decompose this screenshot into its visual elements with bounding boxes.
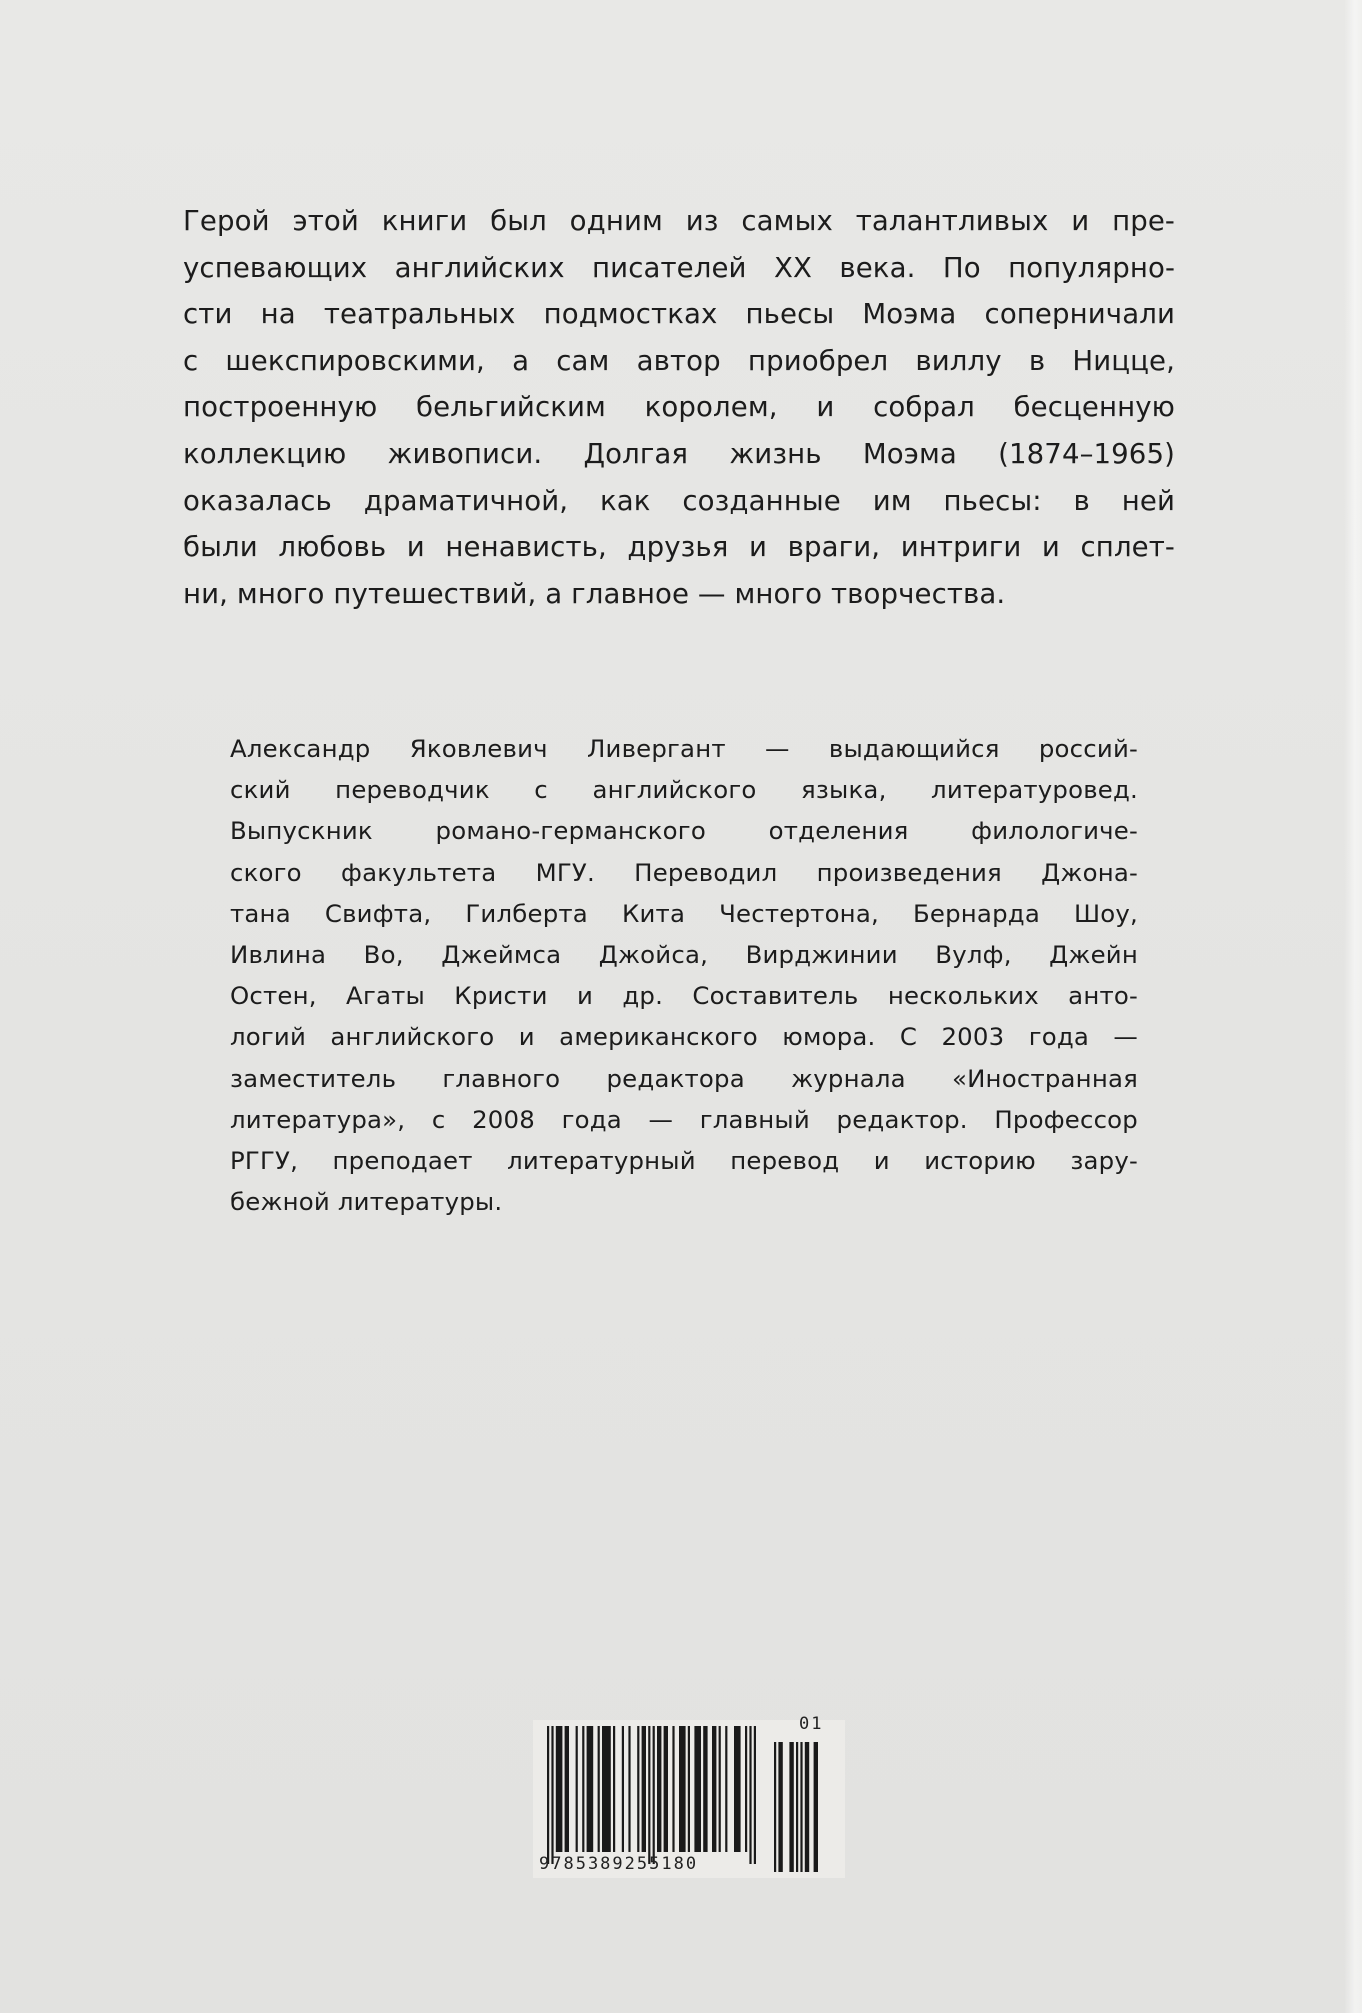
barcode-bar [672, 1726, 674, 1852]
barcode-bar [719, 1726, 721, 1852]
book-description-line: ни, много путешествий, а главное — много творчества. [183, 576, 1006, 610]
barcode-bar [576, 1726, 578, 1852]
barcode-bar [565, 1726, 569, 1852]
barcode-bar [688, 1726, 690, 1852]
barcode-bar [622, 1726, 624, 1852]
barcode-bar [754, 1726, 756, 1864]
barcode-addon-bar [805, 1742, 809, 1872]
isbn-addon-number: 01 [799, 1714, 824, 1734]
author-bio-line: ского факультета МГУ. Переводил произведения Джона- [230, 857, 1138, 887]
barcode-bar [712, 1726, 716, 1852]
barcode-bar [613, 1726, 615, 1852]
barcode-bar [653, 1726, 655, 1864]
author-bio-line: Ивлина Во, Джеймса Джойса, Вирджинии Вулф, Джейн [230, 940, 1138, 970]
barcode-bar [587, 1726, 594, 1852]
barcode-bar [725, 1726, 727, 1852]
barcode-bar [602, 1726, 611, 1852]
book-description-line: коллекцию живописи. Долгая жизнь Моэма (1874–1965) [183, 436, 1175, 470]
author-bio-line: Остен, Агаты Кристи и др. Составитель нескольких анто- [230, 981, 1138, 1011]
barcode-bar [679, 1726, 686, 1852]
barcode-bar [664, 1726, 668, 1852]
barcode-bar [694, 1726, 701, 1852]
barcode-bar [734, 1726, 741, 1852]
book-description-line: Герой этой книги был одним из самых талантливых и пре- [183, 204, 1175, 237]
author-bio-line: литература», с 2008 года — главный редактор. Профессор [230, 1104, 1138, 1134]
author-bio [230, 728, 1138, 1222]
barcode-bar [637, 1726, 639, 1852]
author-bio-line: логий английского и американского юмора. С 2003 года — [230, 1022, 1138, 1052]
barcode-bar [745, 1726, 747, 1852]
barcode-bar [703, 1726, 707, 1852]
book-description-line: оказалась драматичной, как созданные им пьесы: в ней [183, 483, 1175, 517]
barcode-addon-bar [778, 1742, 782, 1872]
barcode-addon-bar [774, 1742, 776, 1872]
barcode-addon-bar [789, 1742, 793, 1872]
barcode-bar [598, 1726, 600, 1852]
book-description-line: были любовь и ненависть, друзья и враги, интриги и сплет- [183, 530, 1175, 564]
isbn-barcode [533, 1714, 845, 1878]
author-bio-line: Выпускник романо-германского отделения филологиче- [230, 816, 1138, 846]
author-bio-line: тана Свифта, Гилберта Кита Честертона, Бернарда Шоу, [230, 898, 1138, 928]
barcode-addon-bar [800, 1742, 802, 1872]
barcode-bar [749, 1726, 751, 1864]
barcode-bar [547, 1726, 549, 1864]
barcode-bar [642, 1726, 646, 1852]
author-bio-line: заместитель главного редактора журнала «Иностранная [230, 1063, 1138, 1093]
barcode-bar [551, 1726, 553, 1864]
barcode-addon-bar [796, 1742, 798, 1872]
barcode-bar [582, 1726, 584, 1852]
author-bio-line: бежной литературы. [230, 1187, 503, 1217]
author-bio-line: Александр Яковлевич Ливергант — выдающийся россий- [230, 734, 1138, 763]
author-bio-line: ский переводчик с английского языка, литературовед. [230, 775, 1138, 805]
book-description-line: построенную бельгийским королем, и собрал бесценную [183, 390, 1175, 424]
book-description-line: с шекспировскими, а сам автор приобрел виллу в Ницце, [183, 343, 1175, 377]
barcode-bar [648, 1726, 650, 1864]
author-bio-line: РГГУ, преподает литературный перевод и историю зару- [230, 1146, 1138, 1176]
barcode-bar [628, 1726, 630, 1852]
barcode-bar [657, 1726, 661, 1852]
book-description-line: сти на театральных подмостках пьесы Моэма соперничали [183, 297, 1175, 331]
book-description [183, 198, 1175, 617]
book-description-line: успевающих английских писателей XX века. По популярно- [183, 250, 1175, 284]
barcode-bar [556, 1726, 563, 1852]
isbn-number: 9785389255180 [539, 1854, 699, 1874]
barcode-addon-bar [814, 1742, 818, 1872]
